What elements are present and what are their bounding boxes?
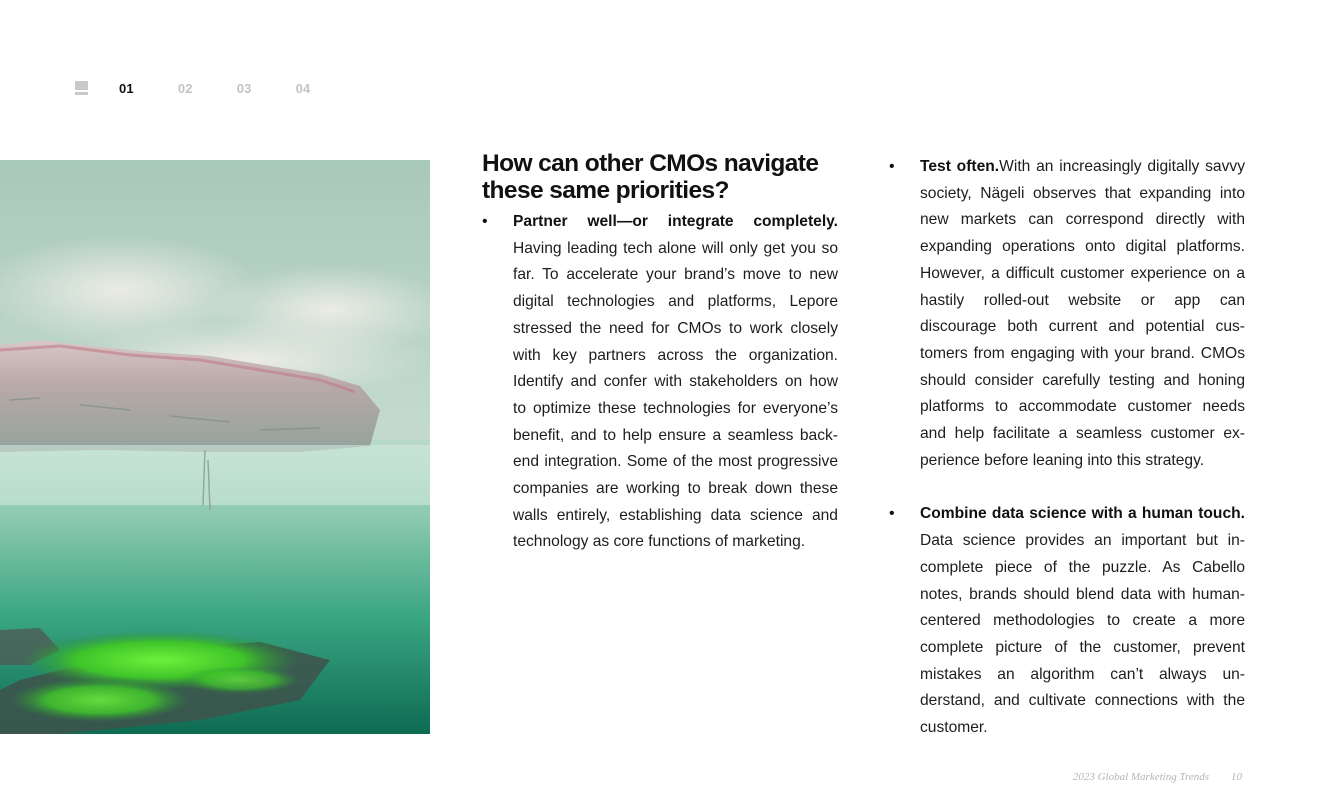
bullet-body: With an increasingly digitally savvy society, Nägeli observes that expanding into new markets can correspond directly with expanding operations onto digital platforms. However, a difficult customer experience on a hastily rolled-out website or app can discourage both current and potential customers from engaging with your brand. CMOs should consider carefully testing and honing platforms to accommodate customer needs and help facilitate a seamless customer experience before leaning into this strategy. [920, 158, 1245, 469]
section-heading: How can other CMOs navigate these same priorities? [482, 150, 819, 204]
nav-item-01[interactable]: 01 [119, 80, 134, 96]
bullet-body: Data science provides an important but incomplete piece of the puzzle. As Cabello notes, brands should blend data with human-centered methodologies to create a more complete picture of the customer, prevent mistakes an algorithm can’t always understand, and cultivate connections with the customer. [920, 532, 1245, 737]
bullet-body: Having leading tech alone will only get you so far. To accelerate your brand’s move to new digital technologies and platforms, Lepore stressed the need for CMOs to work closely with key partners across the organization. Identify and confer with stakeholders on how to optimize these technologies for everyone’s benefit, and to help ensure a seamless backend integration. Some of the most progressive companies are working to break down these walls entirely, establishing data science and technology as core functions of marketing. [513, 239, 838, 551]
bullet-lead: Partner well—or integrate completely. [513, 213, 838, 230]
bullet-icon: • [889, 158, 895, 175]
bullet-lead: Combine data science with a human touch. [920, 505, 1245, 523]
nav-item-04[interactable]: 04 [295, 80, 311, 96]
bullet-paragraph [920, 154, 1245, 474]
content-column-right [889, 154, 1245, 769]
bullet-lead: Test often. [920, 158, 1000, 175]
bullet-icon: • [482, 213, 488, 230]
bullet-paragraph [513, 209, 838, 556]
nav-item-02[interactable]: 02 [177, 80, 193, 96]
hero-image [0, 160, 430, 734]
page-number: 10 [1231, 771, 1242, 783]
list-item [889, 501, 1245, 741]
bullet-list-right [889, 154, 1245, 742]
bullet-icon: • [889, 505, 895, 523]
bullet-list-middle [482, 209, 838, 556]
list-item [482, 209, 838, 556]
list-item [889, 154, 1245, 474]
section-nav [75, 80, 355, 96]
page-footer [1073, 771, 1242, 783]
nav-item-03[interactable]: 03 [236, 80, 252, 96]
menu-icon[interactable] [75, 81, 88, 95]
content-column-middle [482, 150, 838, 583]
bullet-paragraph [920, 501, 1245, 741]
footer-title: 2023 Global Marketing Trends [1072, 771, 1209, 783]
